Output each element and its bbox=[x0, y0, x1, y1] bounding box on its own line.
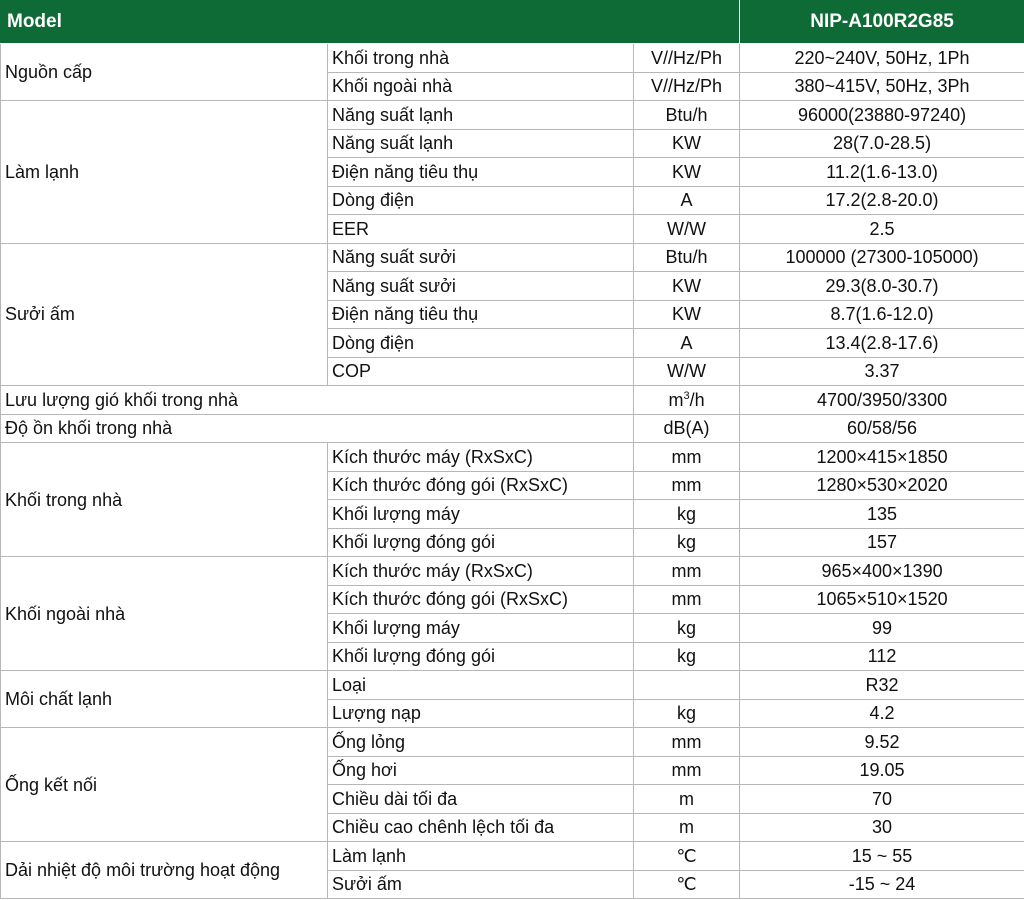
spec-name: Dòng điện bbox=[328, 329, 634, 358]
airflow-value: 4700/3950/3300 bbox=[740, 386, 1024, 415]
table-row bbox=[1, 414, 1024, 443]
spec-unit: V//Hz/Ph bbox=[634, 72, 740, 101]
spec-unit: kg bbox=[634, 500, 740, 529]
airflow-unit bbox=[634, 386, 740, 415]
spec-unit: W/W bbox=[634, 215, 740, 244]
spec-unit: V//Hz/Ph bbox=[634, 44, 740, 73]
spec-name: Năng suất sưởi bbox=[328, 243, 634, 272]
spec-name: Ống hơi bbox=[328, 756, 634, 785]
spec-unit: mm bbox=[634, 557, 740, 586]
spec-name: Lượng nạp bbox=[328, 699, 634, 728]
spec-value: 30 bbox=[740, 813, 1024, 842]
spec-value: 9.52 bbox=[740, 728, 1024, 757]
spec-value: 112 bbox=[740, 642, 1024, 671]
group-label-cooling: Làm lạnh bbox=[1, 101, 328, 244]
spec-value: 15 ~ 55 bbox=[740, 842, 1024, 871]
group-label-power: Nguồn cấp bbox=[1, 44, 328, 101]
spec-name: Khối lượng máy bbox=[328, 500, 634, 529]
spec-value: 28(7.0-28.5) bbox=[740, 129, 1024, 158]
group-label-outdoor: Khối ngoài nhà bbox=[1, 557, 328, 671]
spec-value: 2.5 bbox=[740, 215, 1024, 244]
noise-label: Độ ồn khối trong nhà bbox=[1, 414, 634, 443]
airflow-unit-rest: /h bbox=[689, 389, 705, 410]
spec-unit: mm bbox=[634, 443, 740, 472]
spec-value: 11.2(1.6-13.0) bbox=[740, 158, 1024, 187]
spec-value: 70 bbox=[740, 785, 1024, 814]
spec-unit: kg bbox=[634, 642, 740, 671]
spec-name: Khối lượng đóng gói bbox=[328, 528, 634, 557]
spec-value: 135 bbox=[740, 500, 1024, 529]
spec-value: 3.37 bbox=[740, 357, 1024, 386]
spec-unit: A bbox=[634, 186, 740, 215]
spec-name: Sưởi ấm bbox=[328, 870, 634, 899]
table-row bbox=[1, 671, 1024, 700]
spec-unit: Btu/h bbox=[634, 101, 740, 130]
spec-unit: A bbox=[634, 329, 740, 358]
table-row bbox=[1, 386, 1024, 415]
spec-value: R32 bbox=[740, 671, 1024, 700]
spec-name: Kích thước máy (RxSxC) bbox=[328, 443, 634, 472]
spec-name: Điện năng tiêu thụ bbox=[328, 158, 634, 187]
group-label-temperature: Dải nhiệt độ môi trường hoạt động bbox=[1, 842, 328, 899]
spec-value: 965×400×1390 bbox=[740, 557, 1024, 586]
table-row bbox=[1, 243, 1024, 272]
spec-unit: KW bbox=[634, 158, 740, 187]
spec-name: Khối trong nhà bbox=[328, 44, 634, 73]
spec-unit: KW bbox=[634, 272, 740, 301]
noise-unit: dB(A) bbox=[634, 414, 740, 443]
spec-name: Kích thước đóng gói (RxSxC) bbox=[328, 471, 634, 500]
airflow-unit-base: m bbox=[668, 389, 684, 410]
spec-unit: kg bbox=[634, 528, 740, 557]
noise-value: 60/58/56 bbox=[740, 414, 1024, 443]
spec-unit: mm bbox=[634, 728, 740, 757]
spec-name: Ống lỏng bbox=[328, 728, 634, 757]
spec-unit: KW bbox=[634, 129, 740, 158]
spec-value: 96000(23880-97240) bbox=[740, 101, 1024, 130]
spec-unit: ℃ bbox=[634, 842, 740, 871]
group-label-heating: Sưởi ấm bbox=[1, 243, 328, 386]
spec-unit: mm bbox=[634, 585, 740, 614]
spec-value: 157 bbox=[740, 528, 1024, 557]
spec-unit bbox=[634, 671, 740, 700]
spec-unit: kg bbox=[634, 699, 740, 728]
spec-name: Năng suất lạnh bbox=[328, 101, 634, 130]
airflow-unit-sup: 3 bbox=[683, 389, 690, 402]
table-row bbox=[1, 443, 1024, 472]
spec-value: 99 bbox=[740, 614, 1024, 643]
spec-unit: mm bbox=[634, 471, 740, 500]
spec-name: Kích thước máy (RxSxC) bbox=[328, 557, 634, 586]
spec-name: Chiều cao chênh lệch tối đa bbox=[328, 813, 634, 842]
spec-value: 100000 (27300-105000) bbox=[740, 243, 1024, 272]
group-label-indoor: Khối trong nhà bbox=[1, 443, 328, 557]
spec-value: 13.4(2.8-17.6) bbox=[740, 329, 1024, 358]
group-label-piping: Ống kết nối bbox=[1, 728, 328, 842]
spec-name: Năng suất sưởi bbox=[328, 272, 634, 301]
spec-name: COP bbox=[328, 357, 634, 386]
group-label-refrigerant: Môi chất lạnh bbox=[1, 671, 328, 728]
model-label: Model bbox=[1, 1, 740, 44]
spec-value: 17.2(2.8-20.0) bbox=[740, 186, 1024, 215]
spec-unit: m bbox=[634, 813, 740, 842]
spec-unit: ℃ bbox=[634, 870, 740, 899]
spec-name: Kích thước đóng gói (RxSxC) bbox=[328, 585, 634, 614]
spec-name: Loại bbox=[328, 671, 634, 700]
spec-name: Khối ngoài nhà bbox=[328, 72, 634, 101]
model-value: NIP-A100R2G85 bbox=[740, 1, 1024, 44]
spec-value: 8.7(1.6-12.0) bbox=[740, 300, 1024, 329]
spec-value: 29.3(8.0-30.7) bbox=[740, 272, 1024, 301]
spec-name: Làm lạnh bbox=[328, 842, 634, 871]
spec-value: 4.2 bbox=[740, 699, 1024, 728]
spec-name: Khối lượng máy bbox=[328, 614, 634, 643]
spec-name: Khối lượng đóng gói bbox=[328, 642, 634, 671]
spec-name: Điện năng tiêu thụ bbox=[328, 300, 634, 329]
spec-unit: KW bbox=[634, 300, 740, 329]
spec-name: EER bbox=[328, 215, 634, 244]
table-row bbox=[1, 728, 1024, 757]
spec-value: 19.05 bbox=[740, 756, 1024, 785]
spec-unit: m bbox=[634, 785, 740, 814]
spec-value: 1280×530×2020 bbox=[740, 471, 1024, 500]
table-row bbox=[1, 44, 1024, 73]
airflow-label: Lưu lượng gió khối trong nhà bbox=[1, 386, 634, 415]
spec-name: Năng suất lạnh bbox=[328, 129, 634, 158]
spec-value: 1200×415×1850 bbox=[740, 443, 1024, 472]
spec-value: 380~415V, 50Hz, 3Ph bbox=[740, 72, 1024, 101]
spec-unit: Btu/h bbox=[634, 243, 740, 272]
spec-value: 1065×510×1520 bbox=[740, 585, 1024, 614]
table-row bbox=[1, 842, 1024, 871]
spec-value: 220~240V, 50Hz, 1Ph bbox=[740, 44, 1024, 73]
table-row bbox=[1, 101, 1024, 130]
spec-unit: W/W bbox=[634, 357, 740, 386]
spec-name: Dòng điện bbox=[328, 186, 634, 215]
spec-unit: mm bbox=[634, 756, 740, 785]
header-row bbox=[1, 1, 1024, 44]
table-row bbox=[1, 557, 1024, 586]
spec-unit: kg bbox=[634, 614, 740, 643]
spec-value: -15 ~ 24 bbox=[740, 870, 1024, 899]
spec-name: Chiều dài tối đa bbox=[328, 785, 634, 814]
